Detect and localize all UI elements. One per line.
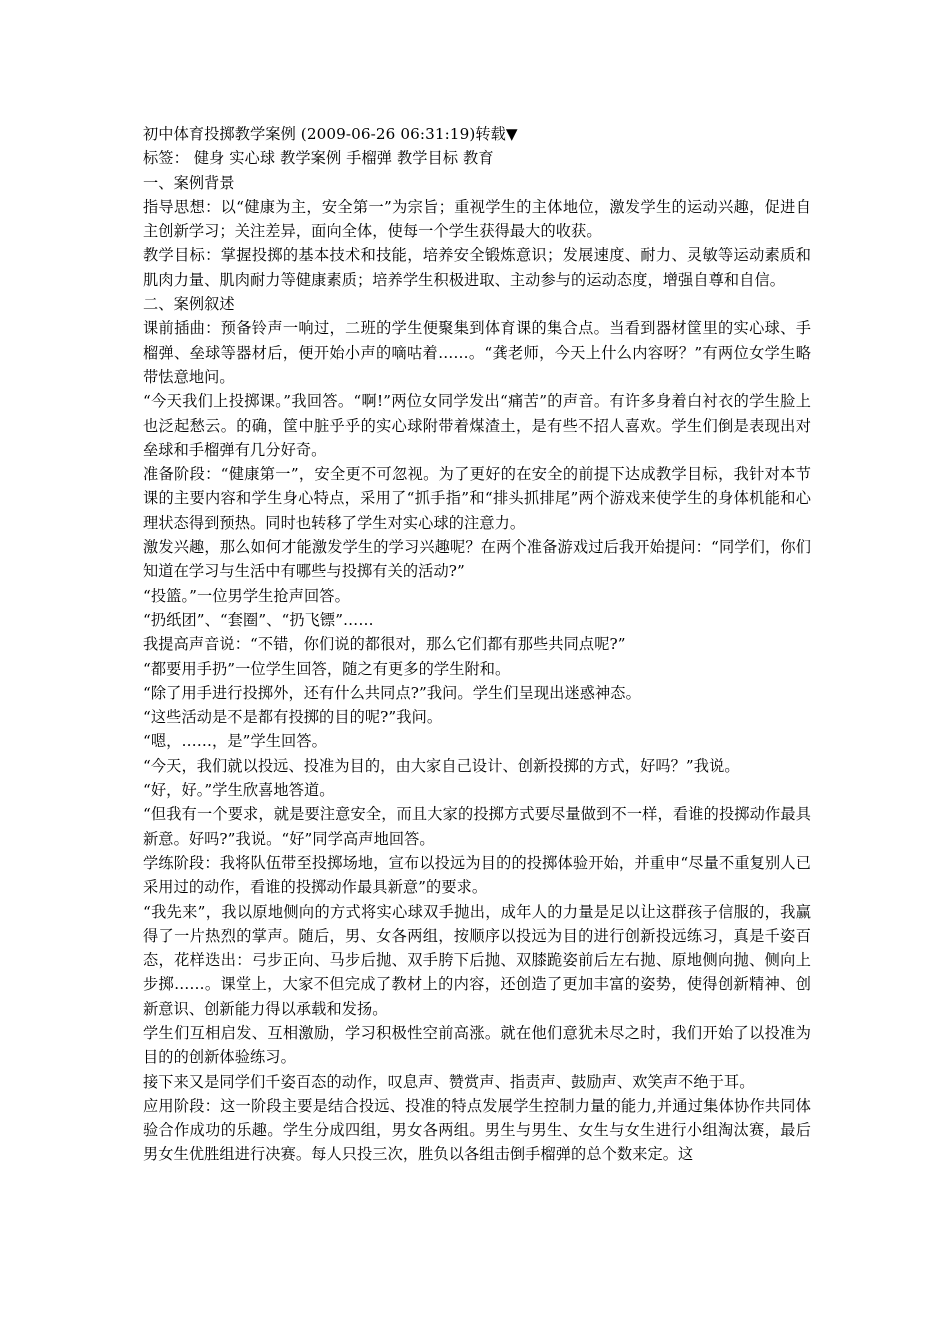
document-title: 初中体育投掷教学案例 (2009-06-26 06:31:19)转载▼ (143, 125, 518, 143)
paragraph: 学练阶段：我将队伍带至投掷场地，宣布以投远为目的的投掷体验开始，并重申“尽量不重复别人已采用过的动作，看谁的投掷动作最具新意”的要求。 (143, 853, 811, 897)
paragraph: “都要用手扔”一位学生回答，随之有更多的学生附和。 (143, 659, 511, 678)
paragraph: “但我有一个要求，就是要注意安全，而且大家的投掷方式要尽量做到不一样，看谁的投掷动作最具新意。好吗?”我说。“好”同学高声地回答。 (143, 805, 811, 848)
document-body (143, 122, 811, 1167)
tags-line: 标签： 健身 实心球 教学案例 手榴弹 教学目标 教育 (143, 149, 494, 168)
paragraph: 我提高声音说：“不错，你们说的都很对，那么它们都有那些共同点呢?” (143, 635, 626, 654)
paragraph: “好，好。”学生欣喜地答道。 (143, 781, 335, 800)
paragraph: 应用阶段：这一阶段主要是结合投远、投准的特点发展学生控制力量的能力,并通过集体协作共同体验合作成功的乐趣。学生分成四组，男女各两组。男生与男生、女生与女生进行小组淘汰赛，最后男女生优胜组进行决赛。每人只投三次，胜负以各组击倒手榴弹的总个数来定。这 (143, 1096, 811, 1164)
paragraph: “投篮。”一位男学生抢声回答。 (143, 586, 350, 605)
paragraph: “今天我们上投掷课。”我回答。“啊!”两位女同学发出“痛苦”的声音。有许多身着白衬衣的学生脸上也泛起愁云。的确，筐中脏乎乎的实心球附带着煤渣土，是有些不招人喜欢。学生们倒是表现出对垒球和手榴弹有几分好奇。 (143, 392, 811, 459)
paragraph: 教学目标：掌握投掷的基本技术和技能，培养安全锻炼意识；发展速度、耐力、灵敏等运动素质和肌肉力量、肌肉耐力等健康素质；培养学生积极进取、主动参与的运动态度，增强自尊和自信。 (143, 246, 811, 289)
paragraph: 指导思想：以“健康为主，安全第一”为宗旨；重视学生的主体地位，激发学生的运动兴趣，促进自主创新学习；关注差异，面向全体，使每一个学生获得最大的收获。 (143, 197, 811, 241)
section-heading-background: 一、案例背景 (143, 173, 235, 192)
paragraph: “这些活动是不是都有投掷的目的呢?”我问。 (143, 708, 443, 727)
paragraph: 课前插曲：预备铃声一响过，二班的学生便聚集到体育课的集合点。当看到器材筐里的实心球、手榴弹、垒球等器材后，便开始小声的嘀咕着……。“龚老师，今天上什么内容呀？”有两位女学生略带怯意地问。 (143, 319, 811, 386)
paragraph: “除了用手进行投掷外，还有什么共同点?”我问。学生们呈现出迷惑神态。 (143, 683, 641, 702)
paragraph: 准备阶段：“健康第一”，安全更不可忽视。为了更好的在安全的前提下达成教学目标，我针对本节课的主要内容和学生身心特点，采用了“抓手指”和“排头抓排尾”两个游戏来使学生的身体机能和心理状态得到预热。同时也转移了学生对实心球的注意力。 (143, 465, 811, 532)
paragraph: “扔纸团”、“套圈”、“扔飞镖”…… (143, 610, 374, 629)
paragraph: “嗯，……，是”学生回答。 (143, 732, 327, 751)
paragraph: 接下来又是同学们千姿百态的动作，叹息声、赞赏声、指责声、鼓励声、欢笑声不绝于耳。 (143, 1072, 755, 1091)
section-heading-narrative: 二、案例叙述 (143, 295, 235, 314)
paragraph: “我先来”，我以原地侧向的方式将实心球双手抛出，成年人的力量是足以让这群孩子信服的，我赢得了一片热烈的掌声。随后，男、女各两组，按顺序以投远为目的进行创新投远练习，真是千姿百态，花样迭出：弓步正向、马步后抛、双手胯下后抛、双膝跪姿前后左右抛、原地侧向抛、侧向上步掷……。课堂上，大家不但完成了教材上的内容，还创造了更加丰富的姿势，使得创新精神、创新意识、创新能力得以承载和发扬。 (143, 902, 811, 1018)
paragraph: “今天，我们就以投远、投准为目的，由大家自己设计、创新投掷的方式，好吗？”我说。 (143, 756, 740, 775)
paragraph: 学生们互相启发、互相激励，学习积极性空前高涨。就在他们意犹未尽之时，我们开始了以投准为目的的创新体验练习。 (143, 1023, 811, 1067)
paragraph: 激发兴趣，那么如何才能激发学生的学习兴趣呢？在两个准备游戏过后我开始提问：“同学们，你们知道在学习与生活中有哪些与投掷有关的活动?” (143, 538, 811, 581)
